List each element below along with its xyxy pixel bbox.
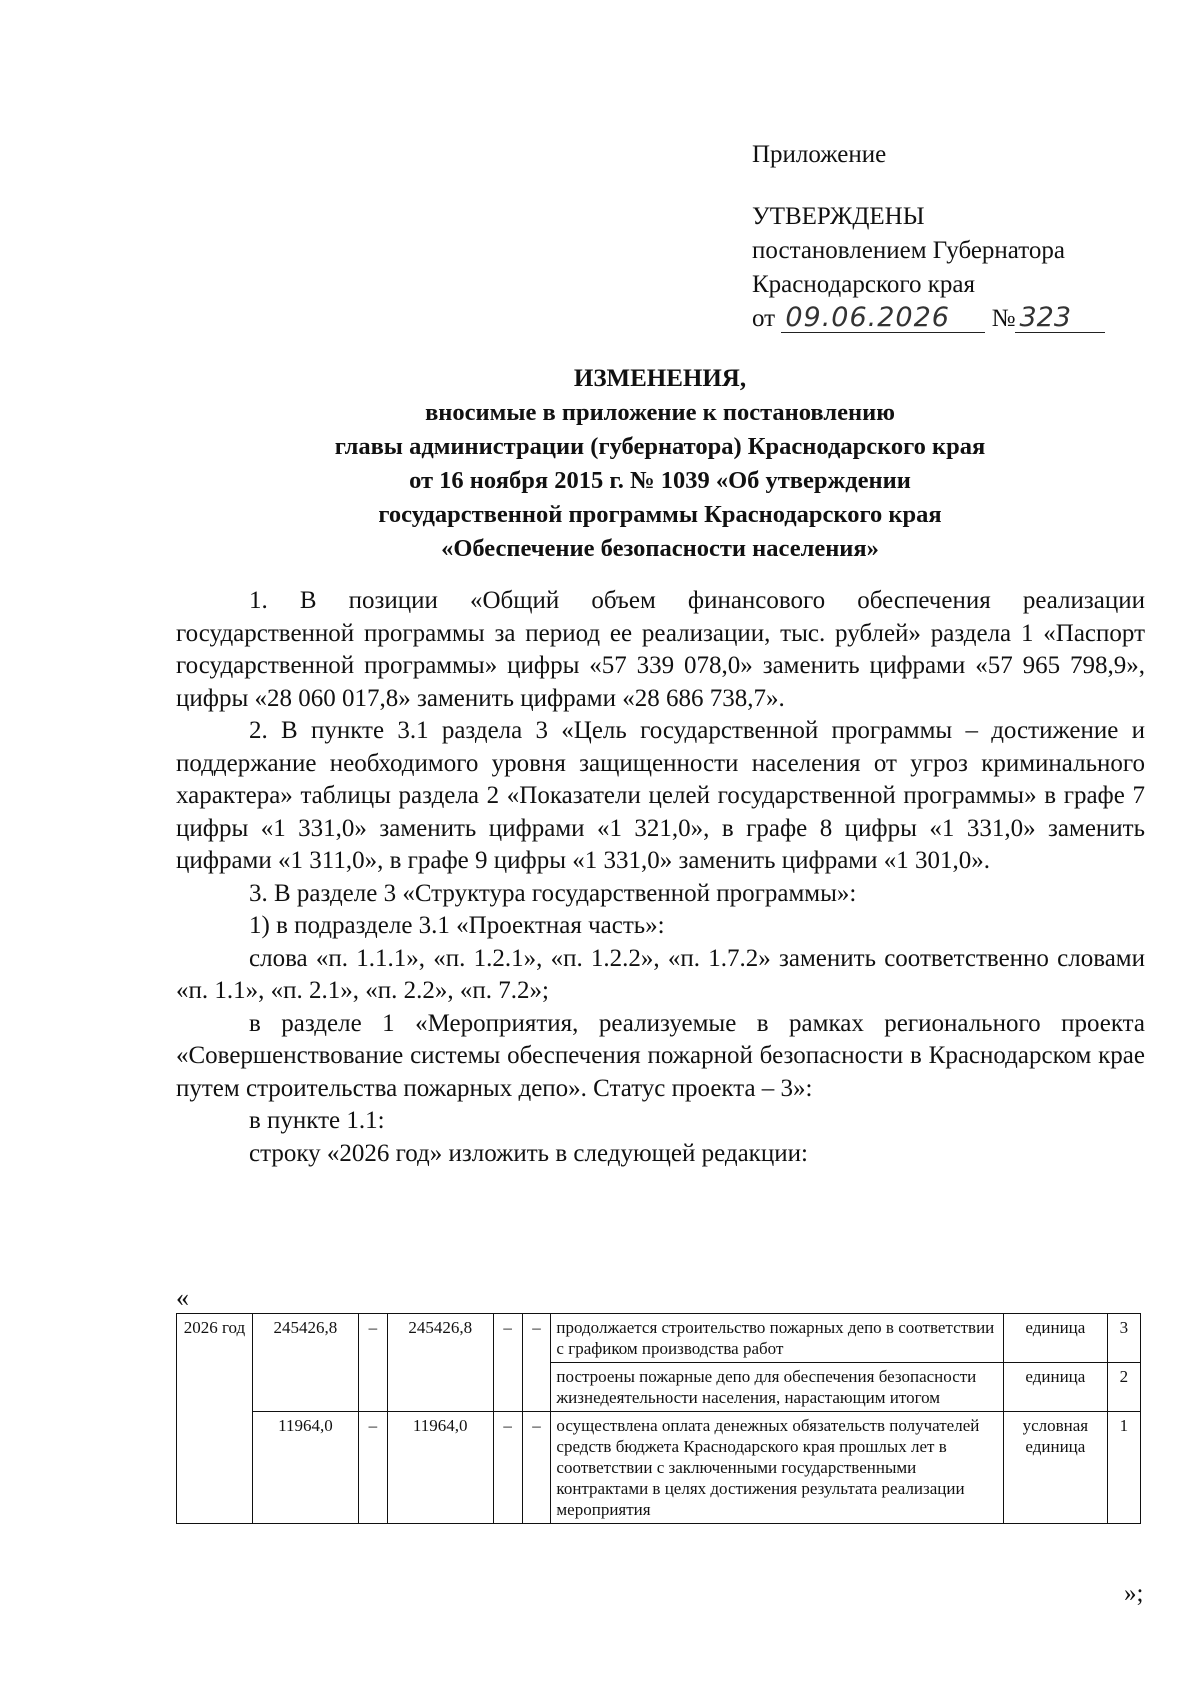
approval-number: 323	[1015, 304, 1105, 333]
amount-cell: 245426,8	[252, 1314, 358, 1412]
title-line: «Обеспечение безопасности населения»	[441, 535, 879, 562]
title-main: ИЗМЕНЕНИЯ,	[573, 365, 747, 392]
approval-date-line	[752, 302, 1172, 336]
dash-cell: –	[493, 1314, 522, 1412]
document-title	[120, 362, 1200, 566]
result-cell: осуществлена оплата денежных обязательств получателей средств бюджета Краснодарского края прошлых лет в соответствии с заключенными государственными контрактами в целях достижения результата реализации мероприятия	[551, 1412, 1004, 1524]
dash-cell: –	[493, 1412, 522, 1524]
approved-by-line: постановлением Губернатора	[752, 237, 1065, 264]
amendment-table	[176, 1313, 1141, 1524]
result-cell: продолжается строительство пожарных депо в соответствии с графиком производства работ	[551, 1314, 1004, 1363]
approved-heading: УТВЕРЖДЕНЫ	[752, 203, 925, 230]
amount-cell: 11964,0	[252, 1412, 358, 1524]
unit-cell: условная единица	[1003, 1412, 1107, 1524]
title-line: вносимые в приложение к постановлению	[425, 399, 895, 426]
paragraph-1: 1. В позиции «Общий объем финансового обеспечения реализации государственной программы за период ее реализации, тыс. рублей» раздела 1 «Паспорт государственной программы» цифры «57 339 078,0» заменить цифрами «57 965 798,9», цифры «28 060 017,8» заменить цифрами «28 686 738,7».	[176, 587, 1145, 712]
appendix-label: Приложение	[752, 141, 887, 168]
quote-open: «	[176, 1283, 189, 1312]
result-cell: построены пожарные депо для обеспечения безопасности жизнедеятельности населения, нарастающим итогом	[551, 1363, 1004, 1412]
number-prefix: №	[991, 305, 1016, 332]
amount-cell: 245426,8	[387, 1314, 493, 1412]
approved-region-line: Краснодарского края	[752, 271, 975, 298]
dash-cell: –	[358, 1314, 387, 1412]
title-line: от 16 ноября 2015 г. № 1039 «Об утверждении	[409, 467, 911, 494]
value-cell: 3	[1107, 1314, 1140, 1363]
value-cell: 1	[1107, 1412, 1140, 1524]
quote-close: »;	[1124, 1580, 1144, 1607]
from-prefix: от	[752, 305, 776, 332]
title-line: главы администрации (губернатора) Краснодарского края	[334, 433, 986, 460]
year-cell: 2026 год	[177, 1314, 253, 1524]
paragraph-point: в пункте 1.1:	[249, 1107, 385, 1134]
title-line: государственной программы Краснодарского края	[378, 501, 942, 528]
approval-date: 09.06.2026	[781, 304, 985, 333]
document-body	[176, 585, 1145, 1170]
unit-cell: единица	[1003, 1314, 1107, 1363]
value-cell: 2	[1107, 1363, 1140, 1412]
table-row	[177, 1314, 1141, 1363]
approval-block	[752, 138, 1172, 336]
unit-cell: единица	[1003, 1363, 1107, 1412]
amount-cell: 11964,0	[387, 1412, 493, 1524]
dash-cell: –	[522, 1314, 551, 1412]
paragraph-section-1: в разделе 1 «Мероприятия, реализуемые в рамках регионального проекта «Совершенствование системы обеспечения пожарной безопасности в Краснодарском крае путем строительства пожарных депо». Статус проекта – 3»:	[176, 1009, 1145, 1102]
paragraph-words: слова «п. 1.1.1», «п. 1.2.1», «п. 1.2.2», «п. 1.7.2» заменить соответственно словами «п. 1.1», «п. 2.1», «п. 2.2», «п. 7.2»;	[176, 944, 1145, 1004]
dash-cell: –	[358, 1412, 387, 1524]
paragraph-2: 2. В пункте 3.1 раздела 3 «Цель государственной программы – достижение и поддержание необходимого уровня защищенности населения от угроз криминального характера» таблицы раздела 2 «Показатели целей государственной программы» в графе 7 цифры «1 331,0» заменить цифрами «1 321,0», в графе 8 цифры «1 331,0» заменить цифрами «1 311,0», в графе 9 цифры «1 331,0» заменить цифрами «1 301,0».	[176, 717, 1145, 874]
paragraph-row: строку «2026 год» изложить в следующей редакции:	[249, 1139, 808, 1167]
dash-cell: –	[522, 1412, 551, 1524]
paragraph-3: 3. В разделе 3 «Структура государственной программы»:	[249, 879, 857, 907]
table-row	[177, 1412, 1141, 1524]
paragraph-3-1: 1) в подразделе 3.1 «Проектная часть»:	[249, 912, 665, 939]
